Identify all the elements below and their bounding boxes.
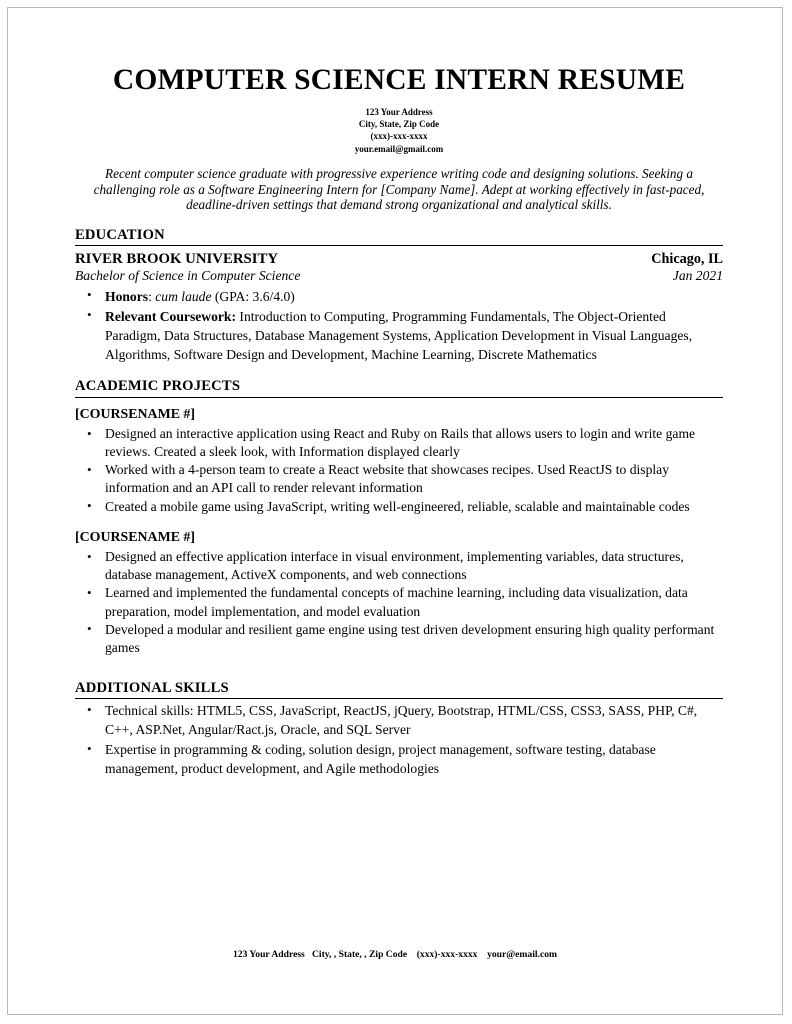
section-additional-skills [75,680,723,779]
professional-summary: Recent computer science graduate with progressive experience writing code and designing solutions. Seeking a challenging role as a Software Engineering Intern for [Company Name]. Adept at working effectively in fast-paced, deadline-driven settings that demand strong organizational and analytical skills. [93,165,705,213]
project-bullet: • Developed a modular and resilient game engine using test driven development ensuring high quality performant games [75,621,723,657]
contact-city-state-zip: City, State, Zip Code [358,119,440,130]
skills-bullet-list [75,701,723,779]
coursework-label: Relevant Coursework: [105,308,237,324]
education-degree: Bachelor of Science in Computer Science [75,268,301,284]
section-heading-academic-projects: ACADEMIC PROJECTS [75,378,723,397]
project-bullet: • Learned and implemented the fundamental concepts of machine learning, including data visualization, data preparation, model implementation, and model evaluation [75,584,723,620]
section-heading-additional-skills: ADDITIONAL SKILLS [75,680,723,699]
project-bullet: • Designed an effective application interface in visual environment, implementing variables, data structures, database management, ActiveX components, and web connections [75,548,723,584]
education-date: Jan 2021 [672,268,723,284]
coursework-value: Introduction to Computing, Programming Fundamentals, The Object-Oriented Paradigm, Data Structures, Database Management Systems, Application Development in Visual Languages, Algorithms, Software Design and Development, Machine Learning, Discrete Mathematics [105,308,693,363]
section-heading-education: EDUCATION [75,227,723,246]
resume-page [7,7,783,1015]
education-entry-subheader [75,268,723,284]
project-bullet: • Designed an interactive application using React and Ruby on Rails that allows users to login and write game reviews. Created a sleek look, with Information displayed clearly [75,425,723,461]
contact-block [75,106,723,155]
project-bullet-list [75,548,723,656]
honors-value-rest: (GPA: 3.6/4.0) [211,288,295,304]
project-group [75,530,723,657]
section-academic-projects [75,378,723,656]
education-entry-header [75,251,723,268]
page-title: COMPUTER SCIENCE INTERN RESUME [112,64,686,96]
honors-label: Honors [105,288,149,304]
page-footer: 123 Your Address City, , State, , Zip Code (xxx)-xxx-xxxx your@email.com [233,949,557,960]
project-bullet-list [75,425,723,515]
education-bullet-honors [75,287,723,306]
contact-phone: (xxx)-xxx-xxxx [370,131,428,142]
project-title: [COURSENAME #] [75,406,195,422]
project-bullet: • Worked with a 4-person team to create a React website that showcases recipes. Used ReactJS to display information and an API call to render relevant information [75,461,723,497]
contact-email: your.email@gmail.com [354,143,444,154]
education-bullet-list [75,287,723,365]
contact-address: 123 Your Address [365,106,433,117]
education-location: Chicago, IL [651,251,723,268]
skills-bullet: • Expertise in programming & coding, solution design, project management, software testing, database management, product development, and Agile methodologies [75,740,723,778]
project-bullet: • Created a mobile game using JavaScript, writing well-engineered, reliable, scalable and maintainable codes [75,498,723,516]
honors-value-italic: cum laude [155,288,212,304]
resume-content-column [75,8,723,1014]
education-organization: RIVER BROOK UNIVERSITY [75,251,279,268]
skills-bullet: • Technical skills: HTML5, CSS, JavaScript, ReactJS, jQuery, Bootstrap, HTML/CSS, CSS3, SASS, PHP, C#, C++, ASP.Net, Angular/Ract.js, Oracle, and SQL Server [75,701,723,739]
honors-separator: : [148,288,156,304]
education-bullet-coursework [75,307,723,364]
section-education [75,227,723,364]
project-group [75,407,723,516]
project-title: [COURSENAME #] [75,529,195,545]
